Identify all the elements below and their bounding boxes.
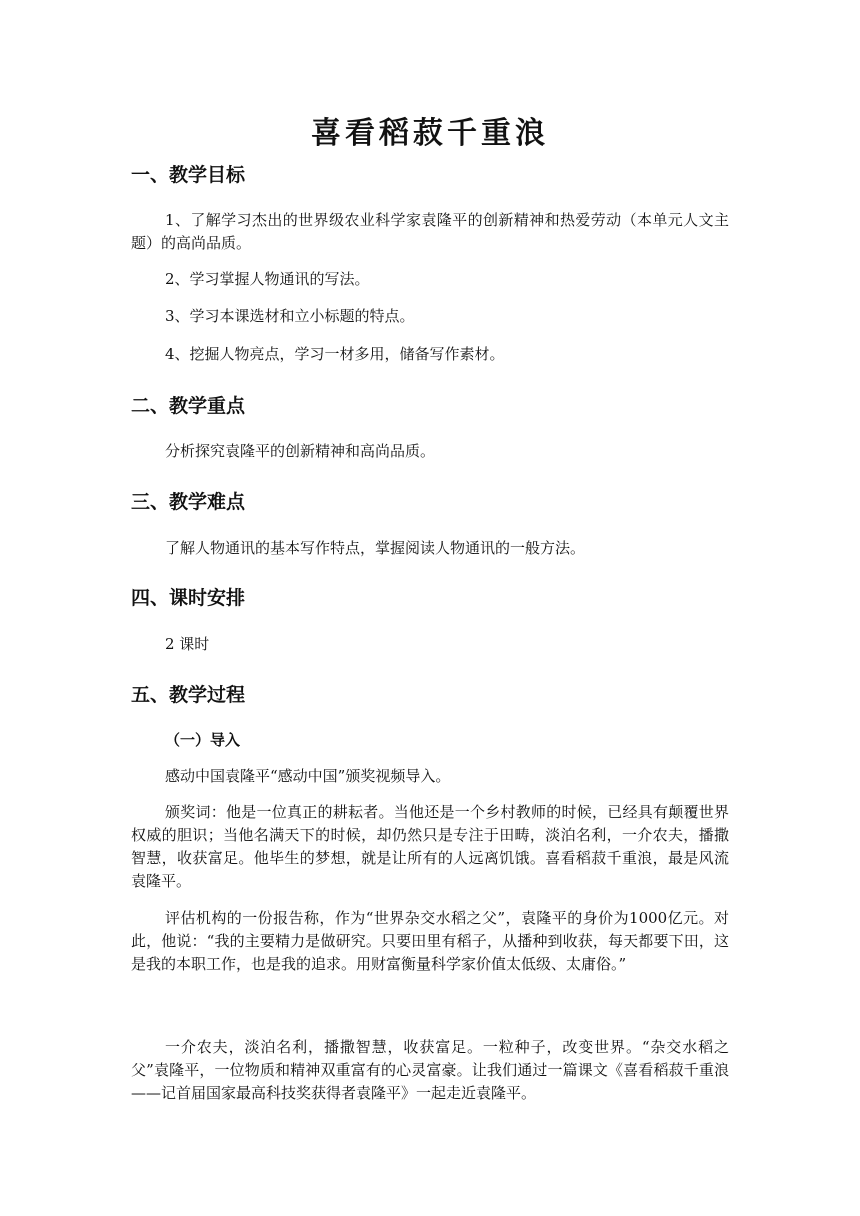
key-point-text: 分析探究袁隆平的创新精神和高尚品质。 — [165, 442, 436, 460]
heading-key-points: 二、教学重点 — [131, 395, 246, 417]
heading-teaching-goals: 一、教学目标 — [131, 164, 246, 186]
process-paragraph-1: 感动中国袁隆平“感动中国”颁奖视频导入。 — [165, 767, 451, 785]
goal-item-1: 1、了解学习杰出的世界级农业科学家袁隆平的创新精神和热爱劳动（本单元人文主题）的高尚品质。 — [131, 211, 729, 252]
heading-schedule: 四、课时安排 — [131, 587, 246, 609]
heading-process: 五、教学过程 — [131, 684, 246, 706]
process-paragraph-4: 一介农夫，淡泊名利，播撒智慧，收获富足。一粒种子，改变世界。“杂交水稻之父”袁隆平，一位物质和精神双重富有的心灵富豪。让我们通过一篇课文《喜看稻菽千重浪——记首届国家最高科技奖获得者袁隆平》一起走近袁隆平。 — [131, 1038, 729, 1102]
heading-difficulties: 三、教学难点 — [131, 491, 246, 513]
document-title: 喜看稻菽千重浪 — [311, 116, 549, 151]
difficulty-text: 了解人物通讯的基本写作特点，掌握阅读人物通讯的一般方法。 — [165, 539, 586, 557]
goal-item-3: 3、学习本课选材和立小标题的特点。 — [165, 307, 415, 325]
goal-item-2: 2、学习掌握人物通讯的写法。 — [165, 270, 370, 288]
process-paragraph-2: 颁奖词：他是一位真正的耕耘者。当他还是一个乡村教师的时候，已经具有颠覆世界权威的胆识；当他名满天下的时候，却仍然只是专注于田畴，淡泊名利，一介农夫，播撒智慧，收获富足。他毕生的梦想，就是让所有的人远离饥饿。喜看稻菽千重浪，最是风流袁隆平。 — [131, 803, 729, 890]
process-paragraph-3: 评估机构的一份报告称，作为“世界杂交水稻之父”，袁隆平的身价为1000亿元。对此，他说：“我的主要精力是做研究。只要田里有稻子，从播种到收获，每天都要下田，这是我的本职工作，也是我的追求。用财富衡量科学家价值太低级、太庸俗。” — [131, 909, 729, 973]
schedule-text: 2 课时 — [165, 635, 210, 653]
goal-item-4: 4、挖掘人物亮点，学习一材多用，储备写作素材。 — [165, 345, 505, 363]
subheading-introduction: （一）导入 — [165, 731, 241, 749]
